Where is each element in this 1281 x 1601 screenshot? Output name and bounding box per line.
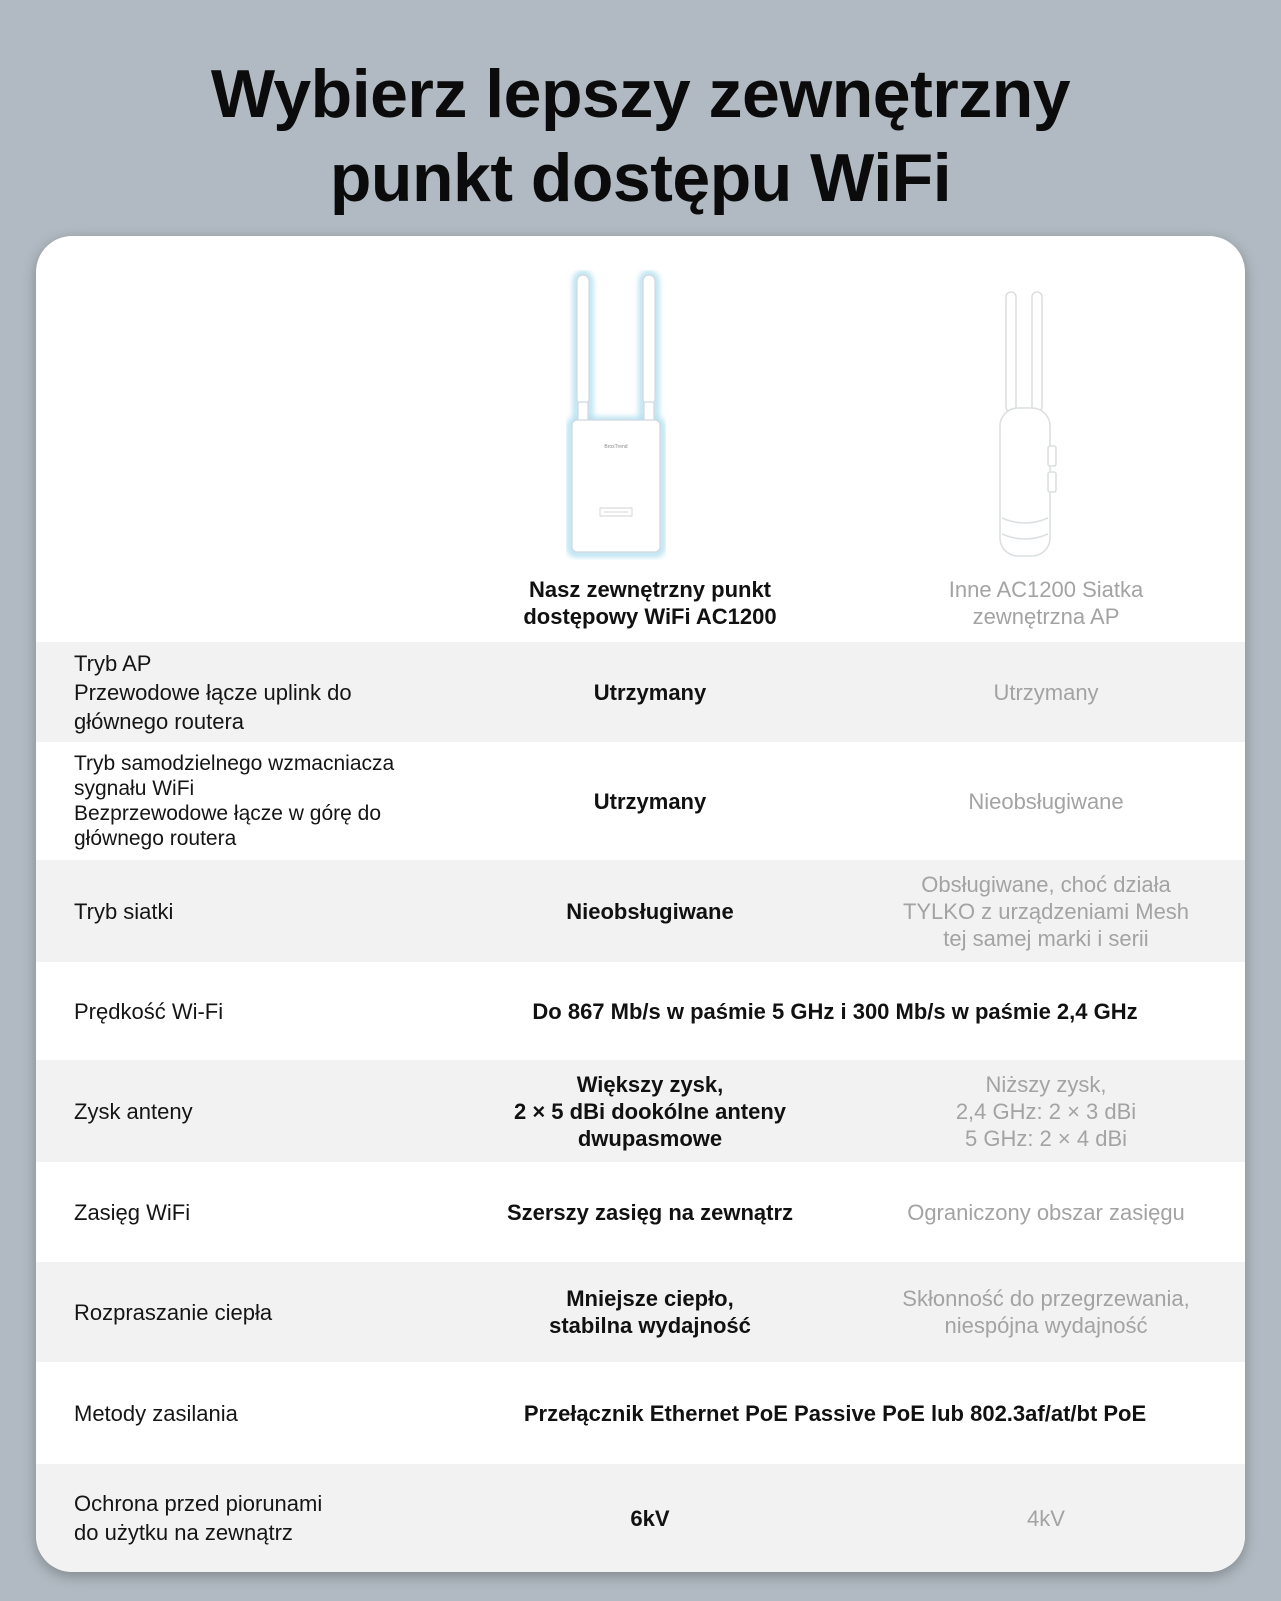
other-value-line: Skłonność do przegrzewania,: [902, 1286, 1190, 1311]
feature-line: Tryb siatki: [74, 898, 174, 924]
other-value-line: niespójna wydajność: [944, 1313, 1148, 1338]
ours-name-line: dostępowy WiFi AC1200: [523, 604, 777, 629]
feature-label: [74, 1362, 454, 1464]
ours-value: [450, 1464, 850, 1572]
other-value-line: Ograniczony obszar zasięgu: [907, 1199, 1185, 1225]
table-row-mesh-mode: [36, 860, 1245, 962]
table-row-ap-mode: [36, 642, 1245, 742]
ours-value: [450, 860, 850, 962]
table-row-power-methods: [36, 1362, 1245, 1464]
page-title-line-1: Wybierz lepszy zewnętrzny: [210, 56, 1071, 132]
feature-label: [74, 1060, 454, 1162]
table-row-heat-dissipation: [36, 1262, 1245, 1362]
feature-line: Rozpraszanie ciepła: [74, 1299, 273, 1325]
shared-value: [450, 962, 1220, 1060]
other-value: [846, 1464, 1245, 1572]
other-value-line: Obsługiwane, choć działa: [921, 871, 1171, 897]
page-title-line-2: punkt dostępu WiFi: [329, 140, 952, 216]
other-access-point-icon: [986, 288, 1066, 560]
table-row-repeater-mode: [36, 742, 1245, 860]
other-value: [846, 742, 1245, 860]
feature-line: Metody zasilania: [74, 1400, 238, 1426]
other-name-line: Inne AC1200 Siatka: [948, 577, 1144, 602]
other-value-line: TYLKO z urządzeniami Mesh: [902, 898, 1190, 924]
other-value-line: 2,4 GHz: 2 × 3 dBi: [955, 1098, 1137, 1124]
ours-access-point-icon: [566, 270, 666, 560]
other-value: [846, 642, 1245, 742]
other-value-line: 4kV: [1027, 1505, 1065, 1531]
other-value-line: Nieobsługiwane: [968, 788, 1124, 814]
feature-line: Bezprzewodowe łącze w górę do: [74, 802, 382, 825]
ours-value-line: dwupasmowe: [577, 1125, 723, 1151]
product-header: [36, 236, 1245, 642]
other-value: [846, 1162, 1245, 1262]
other-value-line: Utrzymany: [993, 679, 1099, 705]
ours-value-line: stabilna wydajność: [549, 1313, 751, 1338]
feature-line: głównego routera: [74, 708, 245, 734]
feature-line: Zysk anteny: [74, 1098, 193, 1124]
other-product-name: [836, 576, 1245, 630]
comparison-table: [36, 642, 1245, 1572]
ours-value-line: 6kV: [630, 1505, 670, 1531]
feature-line: Prędkość Wi-Fi: [74, 998, 224, 1024]
ours-value-line: 2 × 5 dBi dookólne anteny: [513, 1098, 786, 1124]
ours-value: [450, 642, 850, 742]
ours-product-name: [440, 576, 860, 630]
ours-brand-label: BrosTrend: [604, 444, 628, 450]
feature-label: [74, 962, 454, 1060]
feature-line: Przewodowe łącze uplink do: [74, 679, 352, 705]
ours-value-line: Większy zysk,: [576, 1071, 724, 1097]
ours-value-line: Nieobsługiwane: [566, 898, 734, 924]
ours-value-line: Utrzymany: [593, 679, 707, 705]
ours-value-line: Mniejsze ciepło,: [566, 1286, 734, 1311]
other-value-line: tej samej marki i serii: [943, 925, 1149, 951]
other-value: [846, 860, 1245, 962]
ours-value: [450, 1162, 850, 1262]
feature-line: Tryb AP: [74, 650, 152, 676]
table-row-wifi-speed: [36, 962, 1245, 1060]
feature-label: [74, 1464, 454, 1572]
ours-value: [450, 1262, 850, 1362]
feature-label: [74, 742, 454, 860]
feature-label: [74, 860, 454, 962]
feature-line: głównego routera: [74, 827, 237, 850]
other-value: [846, 1262, 1245, 1362]
ours-value-line: Szerszy zasięg na zewnątrz: [506, 1199, 794, 1225]
page-title: [0, 52, 1281, 220]
shared-value-line: Przełącznik Ethernet PoE Passive PoE lub 802.3af/at/bt PoE: [523, 1400, 1147, 1426]
other-value: [846, 1060, 1245, 1162]
feature-line: Tryb samodzielnego wzmacniacza: [74, 752, 395, 775]
ours-name-line: Nasz zewnętrzny punkt: [528, 577, 772, 602]
feature-line: do użytku na zewnątrz: [74, 1520, 293, 1545]
feature-label: [74, 1162, 454, 1262]
other-value-line: Niższy zysk,: [985, 1071, 1107, 1097]
other-name-line: zewnętrzna AP: [972, 604, 1120, 629]
table-row-antenna-gain: [36, 1060, 1245, 1162]
table-row-wifi-coverage: [36, 1162, 1245, 1262]
feature-line: Zasięg WiFi: [74, 1199, 191, 1225]
shared-value-line: Do 867 Mb/s w paśmie 5 GHz i 300 Mb/s w paśmie 2,4 GHz: [532, 998, 1138, 1024]
ours-value: [450, 1060, 850, 1162]
feature-label: [74, 642, 454, 742]
feature-label: [74, 1262, 454, 1362]
ours-value: [450, 742, 850, 860]
table-row-lightning-protection: [36, 1464, 1245, 1572]
shared-value: [450, 1362, 1220, 1464]
feature-line: sygnału WiFi: [74, 777, 195, 800]
ours-value-line: Utrzymany: [593, 788, 707, 814]
feature-line: Ochrona przed piorunami: [74, 1491, 323, 1516]
comparison-card: [36, 236, 1245, 1572]
other-value-line: 5 GHz: 2 × 4 dBi: [964, 1125, 1128, 1151]
